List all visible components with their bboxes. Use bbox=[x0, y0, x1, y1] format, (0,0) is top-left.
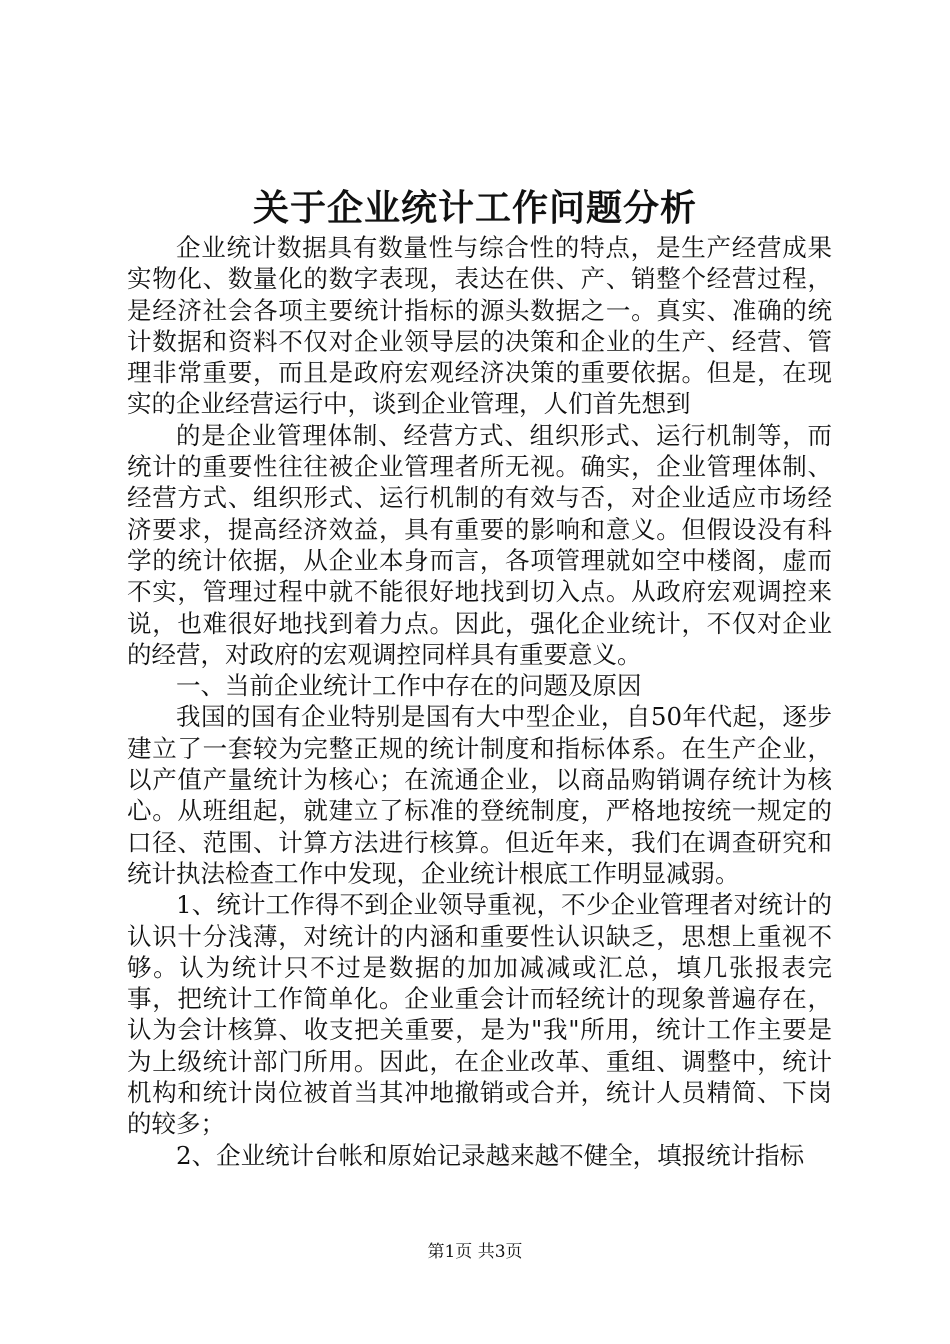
paragraph-continuation: 的是企业管理体制、经营方式、组织形式、运行机制等，而统计的重要性往往被企业管理者所无视。确实，企业管理体制、经营方式、组织形式、运行机制的有效与否，对企业适应市场经济要求，提高经济效益，具有重要的影响和意义。但假设没有科学的统计依据，从企业本身而言，各项管理就如空中楼阁，虚而不实，管理过程中就不能很好地找到切入点。从政府宏观调控来说，也难很好地找到着力点。因此，强化企业统计，不仅对企业的经营，对政府的宏观调控同样具有重要意义。 bbox=[127, 420, 832, 669]
paragraph-point-1: 1、统计工作得不到企业领导重视，不少企业管理者对统计的认识十分浅薄，对统计的内涵和重要性认识缺乏，思想上重视不够。认为统计只不过是数据的加加减减或汇总，填几张报表完事，把统计工作简单化。企业重会计而轻统计的现象普遍存在，认为会计核算、收支把关重要，是为"我"所用，统计工作主要是为上级统计部门所用。因此，在企业改革、重组、调整中，统计机构和统计岗位被首当其冲地撤销或合并，统计人员精简、下岗的较多； bbox=[127, 890, 832, 1139]
section-heading: 一、当前企业统计工作中存在的问题及原因 bbox=[176, 671, 642, 701]
paragraph-point-2: 2、企业统计台帐和原始记录越来越不健全，填报统计指标 bbox=[176, 1140, 805, 1170]
document-body bbox=[127, 232, 832, 1171]
paragraph-background: 我国的国有企业特别是国有大中型企业，自50年代起，逐步建立了一套较为完整正规的统计制度和指标体系。在生产企业，以产值产量统计为核心；在流通企业，以商品购销调存统计为核心。从班组起，就建立了标准的登统制度，严格地按统一规定的口径、范围、计算方法进行核算。但近年来，我们在调查研究和统计执法检查工作中发现，企业统计根底工作明显减弱。 bbox=[127, 702, 832, 888]
document-title: 关于企业统计工作问题分析 bbox=[252, 187, 697, 229]
paragraph-intro: 企业统计数据具有数量性与综合性的特点，是生产经营成果实物化、数量化的数字表现，表达在供、产、销整个经营过程，是经济社会各项主要统计指标的源头数据之一。真实、准确的统计数据和资料不仅对企业领导层的决策和企业的生产、经营、管理非常重要，而且是政府宏观经济决策的重要依据。但是，在现实的企业经营运行中，谈到企业管理，人们首先想到 bbox=[127, 233, 832, 419]
page-footer: 第1页 共3页 bbox=[427, 1242, 523, 1262]
